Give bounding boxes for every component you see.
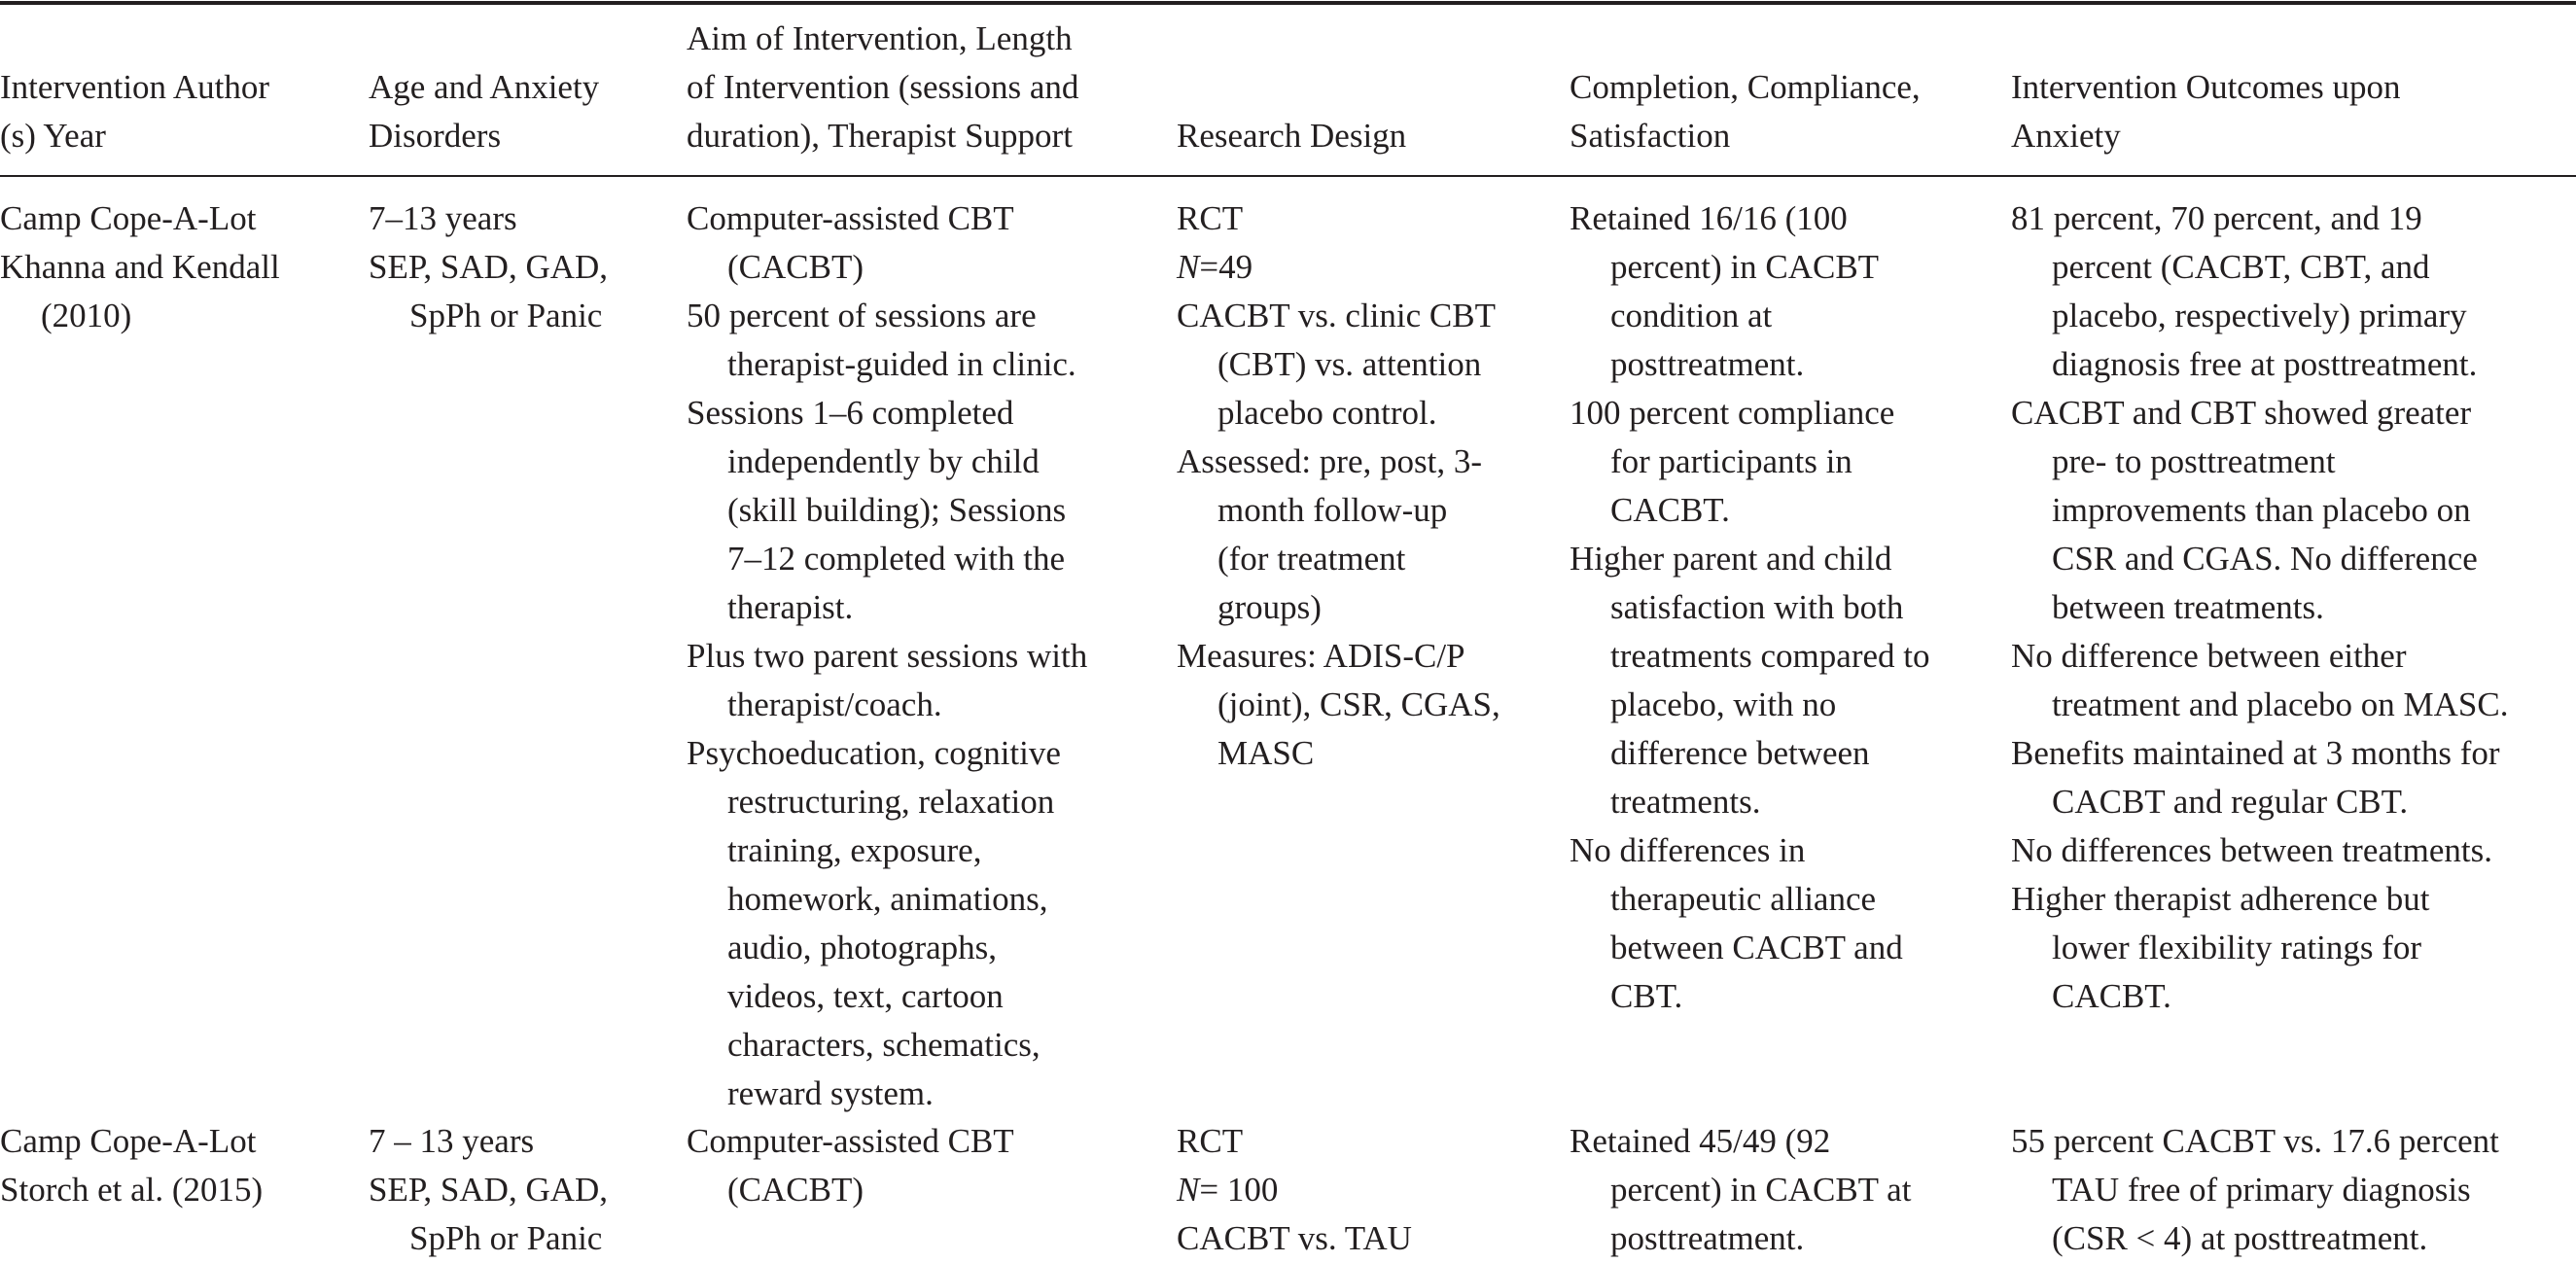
row2-aim: Computer-assisted CBT (CACBT) <box>687 1122 1014 1209</box>
row2-research-design: RCT N= 100 CACBT vs. TAU <box>1177 1117 1566 1263</box>
row1-sample-size: N=49 <box>1177 248 1253 286</box>
header-bottom-rule <box>0 175 2576 177</box>
header-research-design: Research Design <box>1177 117 1407 155</box>
header-completion-compliance: Completion, Compliance, Satisfaction <box>1570 68 1921 155</box>
row2-sample-size: N= 100 <box>1177 1171 1279 1209</box>
row1-outcomes: 81 percent, 70 percent, and 19 percent (CACBT, CBT, and placebo, respectively) primary diagnosis free at posttreatment. CACBT and CBT showed greater pre- to posttreatment improvements than placebo on CSR and CGAS. No difference between treatments. No difference between either treatment and placebo on MASC. Benefits maintained at 3 months for CACBT and regular CBT. No differences between treatments. Higher therapist adherence but lower flexibility ratings for CACBT. <box>2011 199 2509 1015</box>
row2-completion: Retained 45/49 (92 percent) in CACBT at posttreatment. <box>1570 1122 1912 1257</box>
row2-outcomes: 55 percent CACBT vs. 17.6 percent TAU free of primary diagnosis (CSR < 4) at posttreatment. <box>2011 1122 2499 1257</box>
header-author-year: Intervention Author (s) Year <box>0 68 270 155</box>
header-age-disorders: Age and Anxiety Disorders <box>369 68 600 155</box>
row1-research-design: RCT N=49 CACBT vs. clinic CBT (CBT) vs. attention placebo control. Assessed: pre, post, 3- month follow-up (for treatment groups) Measures: ADIS-C/P (joint), CSR, CGAS, MASC <box>1177 194 1566 778</box>
table-top-rule <box>0 1 2576 5</box>
row1-completion: Retained 16/16 (100 percent) in CACBT condition at posttreatment. 100 percent compliance for participants in CACBT. Higher parent and child satisfaction with both treatments compared to placebo, with no difference between treatments. No differences in therapeutic alliance between CACBT and CBT. <box>1570 199 1930 1015</box>
row1-author: Camp Cope-A-Lot Khanna and Kendall (2010) <box>0 199 280 334</box>
header-aim-length-support: Aim of Intervention, Length of Intervention (sessions and duration), Therapist Support <box>687 19 1079 155</box>
header-intervention-outcomes: Intervention Outcomes upon Anxiety <box>2011 68 2401 155</box>
row2-age-disorders: 7 – 13 years SEP, SAD, GAD, SpPh or Panic <box>369 1122 609 1257</box>
row1-age-disorders: 7–13 years SEP, SAD, GAD, SpPh or Panic <box>369 199 609 334</box>
row1-aim: Computer-assisted CBT (CACBT) 50 percent of sessions are therapist-guided in clinic. Sessions 1–6 completed independently by child (skill building); Sessions 7–12 completed with the therapist. Plus two parent sessions with therapist/coach. Psychoeducation, cognitive restructuring, relaxation training, exposure, homework, animations, audio, photographs, videos, text, cartoon characters, schematics, reward system. <box>687 199 1088 1112</box>
row2-author: Camp Cope-A-Lot Storch et al. (2015) <box>0 1122 264 1209</box>
